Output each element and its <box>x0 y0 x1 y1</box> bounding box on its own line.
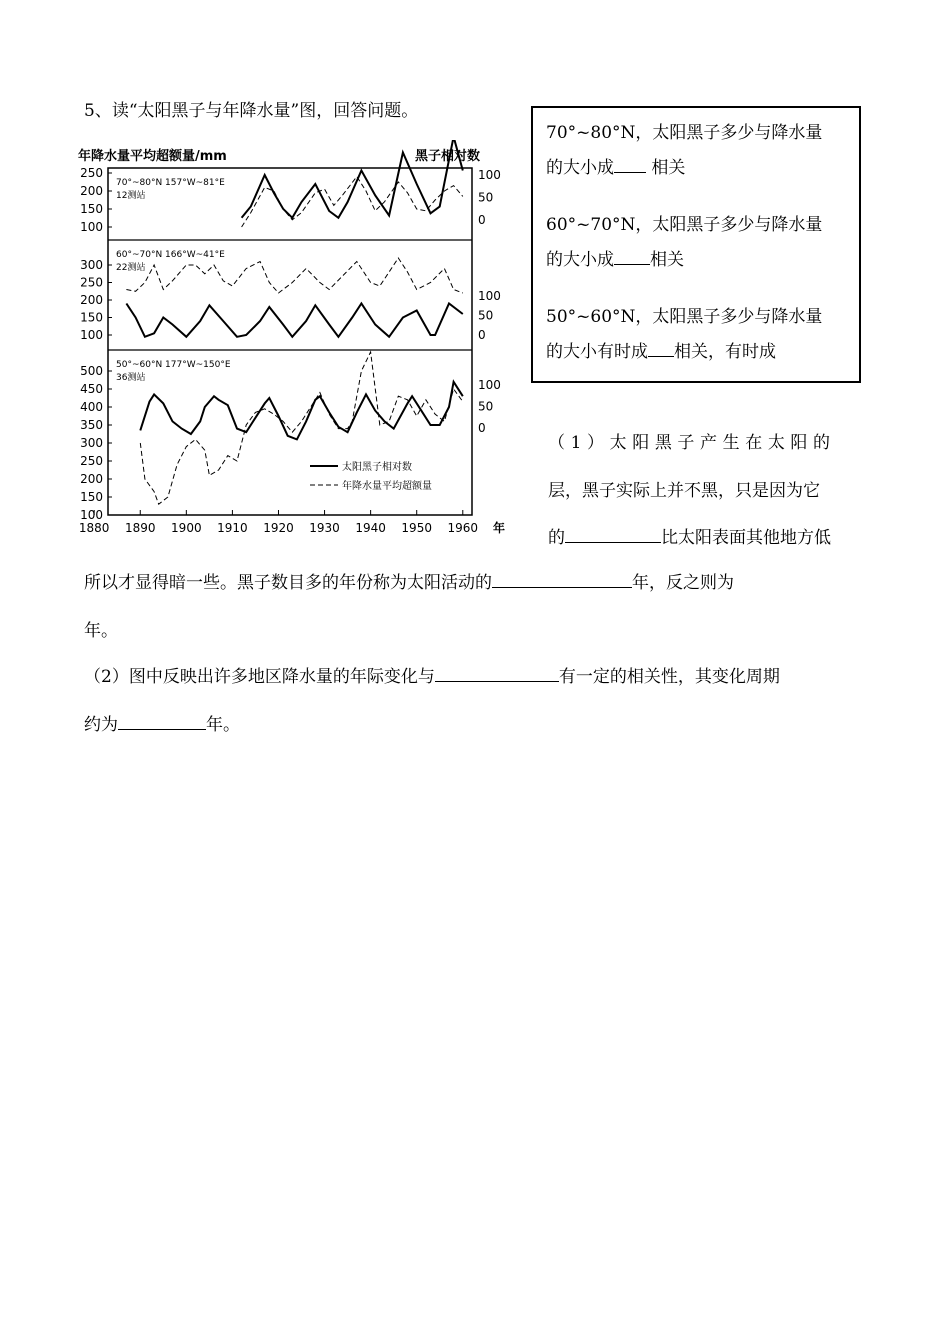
right-tick-label: 50 <box>478 190 494 205</box>
q1-line3-post: 比太阳表面其他地方低 <box>661 528 831 548</box>
panel-station-label: 60°~70°N 166°W~41°E <box>116 250 225 260</box>
x-tick-label: 1910 <box>217 521 248 535</box>
right-tick-label: 0 <box>478 328 486 342</box>
precipitation-series-line <box>126 258 462 293</box>
blank-correlation-2[interactable] <box>614 246 650 265</box>
box-p2-line2-pre: 的大小成 <box>546 250 614 270</box>
left-tick-label: 150 <box>80 202 103 216</box>
blank-period[interactable] <box>118 711 206 730</box>
left-tick-label: 200 <box>80 472 103 486</box>
right-axis-label: 黑子相对数 <box>415 149 481 164</box>
x-tick-label: 1880 <box>78 521 110 535</box>
question-title: 5、读“太阳黑子与年降水量”图，回答问题。 <box>84 101 419 121</box>
box-p3-line2-pre: 的大小有时成 <box>546 342 648 362</box>
left-tick-label: 100 <box>80 220 103 234</box>
q2-line2-pre: 约为 <box>84 715 118 735</box>
right-tick-label: 0 <box>478 421 486 435</box>
left-tick-label: 500 <box>80 364 103 378</box>
box-p3-line1: 50°~60°N，太阳黑子多少与降水量 <box>546 307 823 327</box>
q1-line5: 年。 <box>84 621 118 641</box>
precipitation-series-line <box>242 177 463 227</box>
left-tick-label: 300 <box>80 436 103 450</box>
x-tick-label: 1950 <box>401 521 432 535</box>
left-tick-label: 450 <box>80 382 103 396</box>
left-tick-label: 200 <box>80 293 103 307</box>
q2-line1-pre: （2）图中反映出许多地区降水量的年际变化与 <box>84 667 435 687</box>
box-p3-line2-post: 相关，有时成 <box>674 342 776 362</box>
blank-temperature[interactable] <box>565 524 661 543</box>
box-p2-line1: 60°~70°N，太阳黑子多少与降水量 <box>546 215 823 235</box>
left-tick-label: 400 <box>80 400 103 414</box>
left-tick-label: 150 <box>80 310 103 325</box>
left-tick-label: 100 <box>80 328 103 342</box>
answer-box <box>531 106 861 383</box>
box-paragraph-1 <box>546 116 847 186</box>
right-tick-label: 50 <box>478 308 494 323</box>
right-tick-label: 100 <box>478 289 501 303</box>
q2-line1-post: 有一定的相关性，其变化周期 <box>558 667 780 687</box>
blank-correlation-3[interactable] <box>648 338 674 357</box>
left-tick-label: 250 <box>80 166 103 180</box>
x-tick-label: 1940 <box>355 521 386 535</box>
right-tick-label: 0 <box>478 213 486 227</box>
right-tick-label: 100 <box>478 168 501 182</box>
box-p1-line2-post: 相关 <box>646 158 686 178</box>
left-tick-label: 250 <box>80 454 103 468</box>
q2-line2-post: 年。 <box>206 715 240 735</box>
left-tick-label: 300 <box>80 258 103 272</box>
x-tick-label: 1930 <box>309 521 340 535</box>
blank-correlation-1[interactable] <box>614 154 646 173</box>
sunspot-series-line <box>126 304 462 337</box>
chart-legend <box>310 460 432 492</box>
panel-station-label: 50°~60°N 177°W~150°E <box>116 360 231 370</box>
box-p2-line2-post: 相关 <box>650 250 684 270</box>
chart-frame <box>108 168 472 515</box>
right-tick-label: 100 <box>478 378 501 392</box>
q1-line1: （1）太阳黑子产生在太阳的 <box>548 433 836 453</box>
box-p1-line1: 70°~80°N，太阳黑子多少与降水量 <box>546 123 823 143</box>
blank-factor[interactable] <box>435 663 559 682</box>
panel-station-count: 22测站 <box>116 263 146 273</box>
left-tick-label: 150 <box>80 490 103 504</box>
x-tick-label: 1900 <box>171 521 202 535</box>
x-tick-label: 1890 <box>124 521 156 535</box>
q1-line2: 层，黑子实际上并不黑，只是因为它 <box>548 481 820 501</box>
panel-station-count: 12测站 <box>116 191 146 201</box>
x-axis-unit: 年 <box>493 521 506 535</box>
right-tick-label: 50 <box>478 399 494 414</box>
box-p1-line2-pre: 的大小成 <box>546 158 614 178</box>
box-paragraph-2 <box>546 208 847 278</box>
left-tick-label: 350 <box>80 418 103 432</box>
x-tick-label: 1960 <box>447 521 479 535</box>
blank-active-year[interactable] <box>492 569 632 588</box>
x-tick-label: 1920 <box>263 521 294 535</box>
q1-line3-pre: 的 <box>548 528 565 548</box>
sunspot-series-line <box>140 382 463 440</box>
legend-dashed-label: 年降水量平均超额量 <box>342 481 432 492</box>
legend-solid-label: 太阳黑子相对数 <box>342 462 412 473</box>
panel-station-count: 36测站 <box>116 373 146 383</box>
chart-svg <box>70 140 520 535</box>
left-tick-label: 100 <box>80 508 103 522</box>
q1-line4-pre: 所以才显得暗一些。黑子数目多的年份称为太阳活动的 <box>84 573 492 593</box>
panel-station-label: 70°~80°N 157°W~81°E <box>116 178 225 188</box>
left-axis-label: 年降水量平均超额量/mm <box>78 149 227 164</box>
box-paragraph-3 <box>546 300 847 370</box>
q1-line4-post: 年，反之则为 <box>632 573 734 593</box>
sunspot-precipitation-figure <box>70 140 520 539</box>
left-tick-label: 250 <box>80 275 103 290</box>
left-tick-label: 200 <box>80 184 103 198</box>
